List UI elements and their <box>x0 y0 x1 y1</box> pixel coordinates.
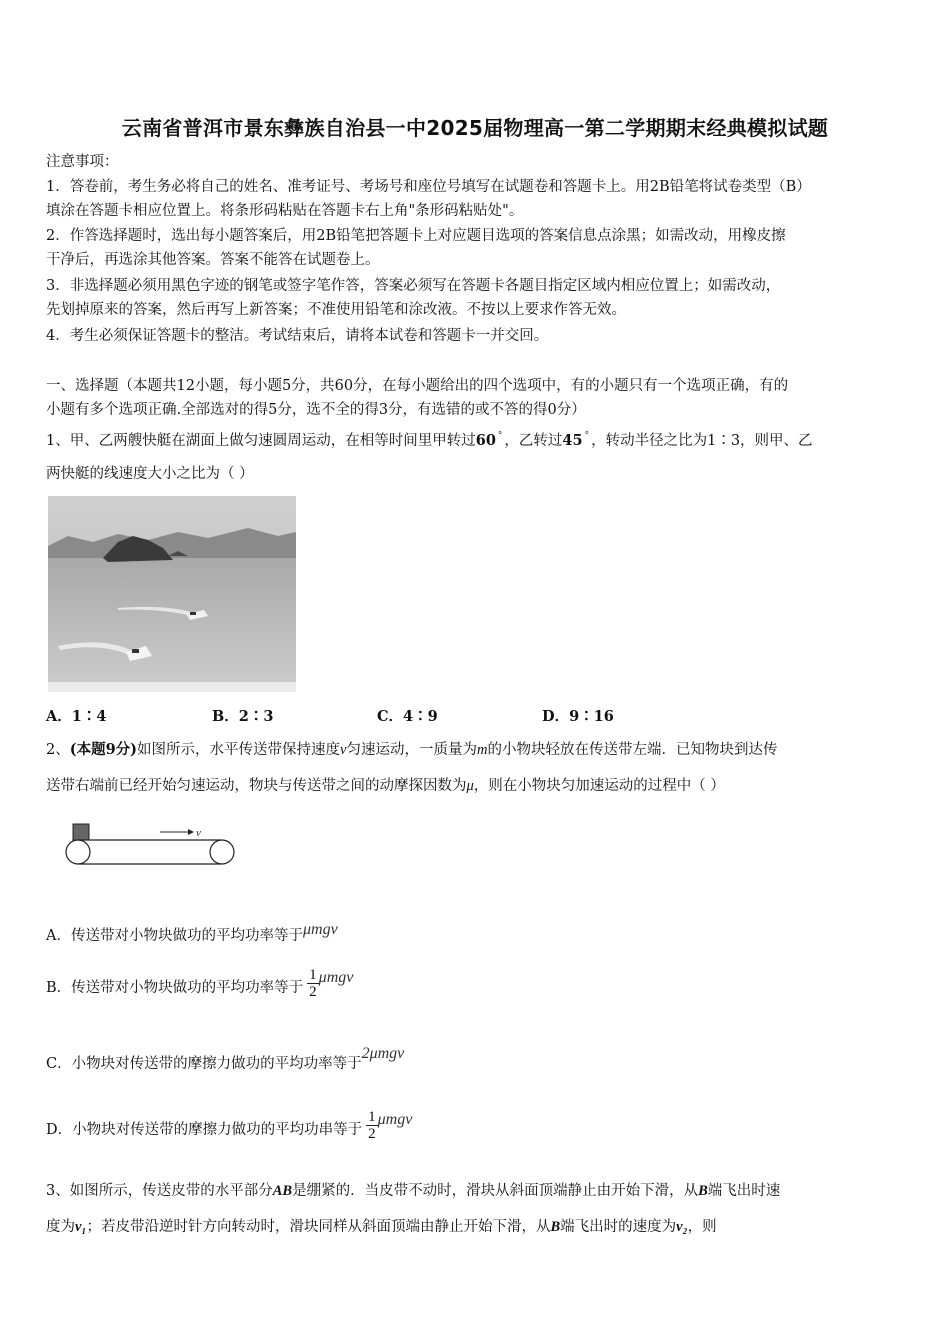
q2-option-c-expr: 2μmgv <box>361 1045 405 1062</box>
var-b: B <box>698 1183 708 1199</box>
q3-line-1 <box>46 1181 912 1201</box>
q2-text-e: ，则在小物块匀加速运动的过程中（ ） <box>473 778 725 794</box>
fraction-denominator: 2 <box>309 984 317 1000</box>
q2-option-b-expr: μmgv <box>318 969 354 986</box>
q1-option-d[interactable]: D．9∶16 <box>542 708 614 725</box>
q1-angle-1: 60 <box>475 432 496 449</box>
var-b: B <box>550 1219 561 1235</box>
q1-text-b: ，乙转过 <box>504 433 563 449</box>
q3-text-e: ；若皮带沿逆时针方向转动时，滑块同样从斜面顶端由静止开始下滑，从 <box>86 1219 551 1235</box>
q3-text-a: 3、如图所示，传送皮带的水平部分 <box>46 1183 273 1199</box>
q2-text-a: 如图所示，水平传送带保持速度 <box>137 742 341 758</box>
q2-option-d-text: D．小物块对传送带的摩擦力做功的平均功串等于 <box>46 1122 363 1138</box>
q2-text-b: 匀速运动，一质量为 <box>346 742 477 758</box>
degree-symbol: ° <box>497 431 503 441</box>
q2-text-c: 的小物块轻放在传送带左端．已知物块到达传 <box>487 742 778 758</box>
q2-text-d: 送带右端前已经开始匀速运动，物块与传送带之间的动摩探因数为 <box>46 778 467 794</box>
q1-line-1 <box>46 426 912 451</box>
q2-option-d[interactable] <box>46 1098 912 1142</box>
q2-option-b[interactable] <box>46 956 912 1000</box>
notice-item-3b: 先划掉原来的答案，然后再写上新答案；不准使用铅笔和涂改液。不按以上要求作答无效。 <box>46 302 626 318</box>
var-ab: AB <box>272 1183 293 1199</box>
q2-points: (本题9分) <box>69 741 138 758</box>
notice-item-1b: 填涂在答题卡相应位置上。将条形码粘贴在答题卡右上角"条形码粘贴处"。 <box>46 203 524 219</box>
q3-text-c: 端飞出时速 <box>707 1183 781 1199</box>
q2-option-b-text: B．传送带对小物块做功的平均功率等于 <box>46 980 304 996</box>
velocity-label: v <box>196 827 201 839</box>
fraction-denominator: 2 <box>368 1126 376 1142</box>
q1-line-2: 两快艇的线速度大小之比为（ ） <box>46 466 254 482</box>
notice-item-2a: 2．作答选择题时，选出每小题答案后，用2B铅笔把答题卡上对应题目选项的答案信息点涂黑；如需改动，用橡皮擦 <box>46 228 786 244</box>
q2-number: 2、 <box>46 742 70 758</box>
var-mu: μ <box>466 778 474 794</box>
q1-option-c[interactable]: C．4∶9 <box>377 708 438 725</box>
q3-text-f: 端飞出时的速度为 <box>560 1219 677 1235</box>
page-title: 云南省普洱市景东彝族自治县一中2025届物理高一第二学期期末经典模拟试题 <box>121 116 829 140</box>
q2-option-c-text: C．小物块对传送带的摩擦力做功的平均功率等于 <box>46 1056 362 1072</box>
q2-option-d-expr: μmgv <box>377 1111 413 1128</box>
q2-line-2 <box>46 776 912 796</box>
q3-line-2 <box>46 1217 912 1237</box>
fraction-numerator: 1 <box>368 1109 376 1125</box>
notice-item-2b: 干净后，再选涂其他答案。答案不能答在试题卷上。 <box>46 252 380 268</box>
q3-text-g: ，则 <box>687 1219 717 1235</box>
q2-option-c[interactable] <box>46 1036 912 1072</box>
fraction-numerator: 1 <box>309 967 317 983</box>
q3-text-b: 是绷紧的．当皮带不动时，滑块从斜面顶端静止由开始下滑，从 <box>292 1183 699 1199</box>
var-m: m <box>476 742 488 758</box>
section-heading-2: 小题有多个选项正确.全部选对的得5分，选不全的得3分，有选错的或不答的得0分） <box>46 402 586 418</box>
notice-item-1a: 1．答卷前，考生务必将自己的姓名、准考证号、考场号和座位号填写在试题卷和答题卡上。用2B铅笔将试卷类型（B） <box>46 179 811 195</box>
var-v: v <box>340 742 347 758</box>
q1-option-a[interactable]: A．1∶4 <box>46 708 107 725</box>
var-v2: v₂ <box>676 1219 688 1235</box>
notice-item-3a: 3．非选择题必须用黑色字迹的钢笔或签字笔作答，答案必须写在答题卡各题目指定区域内相应位置上；如需改动， <box>46 278 781 294</box>
q2-option-a-text: A．传送带对小物块做功的平均功率等于 <box>46 928 303 944</box>
q1-text-c: ，转动半径之比为1∶3，则甲、乙 <box>591 433 813 449</box>
q2-option-a-expr: μmgv <box>302 921 338 938</box>
q3-text-d: 度为 <box>46 1219 75 1235</box>
conveyor-belt-diagram <box>62 820 242 870</box>
var-v1: v₁ <box>75 1219 87 1235</box>
fraction-half <box>307 967 319 1000</box>
q1-text-a: 1、甲、乙两艘快艇在湖面上做匀速圆周运动，在相等时间里甲转过 <box>46 433 476 449</box>
q2-option-a[interactable] <box>46 920 912 946</box>
speedboats-photo <box>48 496 296 692</box>
section-heading-1: 一、选择题（本题共12小题，每小题5分，共60分，在每小题给出的四个选项中，有的小题只有一个选项正确，有的 <box>46 378 789 394</box>
q1-option-b[interactable]: B．2∶3 <box>212 708 274 725</box>
notice-item-4: 4．考生必须保证答题卡的整洁。考试结束后，请将本试卷和答题卡一并交回。 <box>46 328 549 344</box>
degree-symbol: ° <box>584 431 590 441</box>
q2-line-1 <box>46 740 912 760</box>
q1-angle-2: 45 <box>562 432 583 449</box>
fraction-half <box>366 1109 378 1142</box>
notice-heading: 注意事项： <box>46 154 119 170</box>
